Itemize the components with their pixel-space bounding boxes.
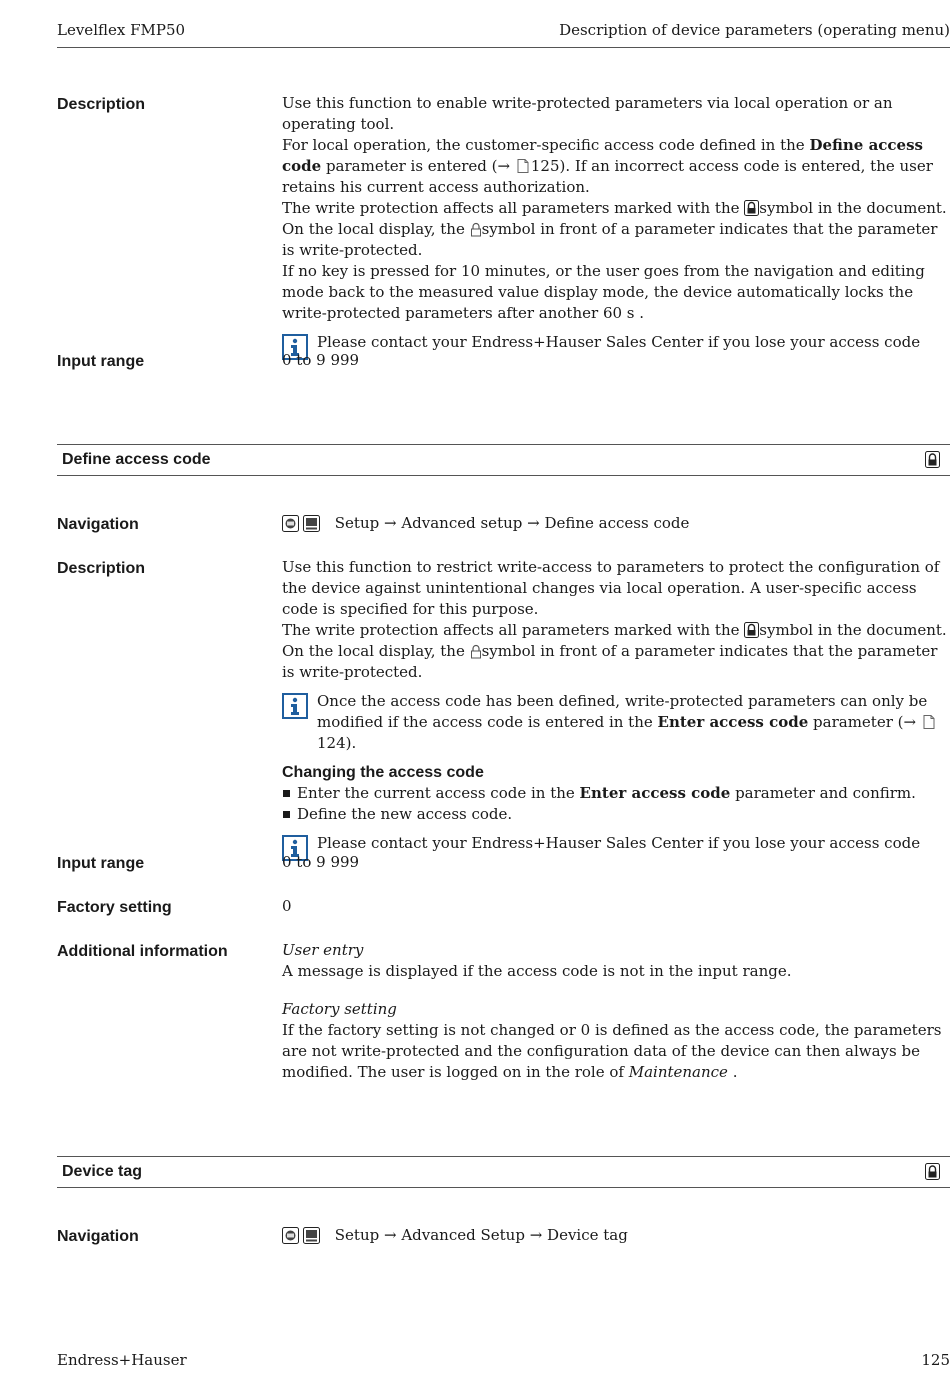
description-label: Description (57, 560, 146, 577)
additional-info-label: Additional information (57, 943, 228, 960)
input-range-label: Input range (57, 855, 145, 872)
section-lock-icon (925, 1163, 940, 1180)
define-access-ref: Define access code (282, 136, 923, 175)
display-lock-icon (470, 222, 482, 237)
navigation-path: Setup → Advanced setup → Define access code (282, 513, 950, 534)
input-range-label: Input range (57, 353, 145, 370)
additional-info (282, 940, 950, 1083)
input-range-value: 0 to 9 999 (282, 853, 360, 871)
navigation-label: Navigation (57, 1228, 139, 1245)
info-note: Please contact your Endress+Hauser Sales Center if you lose your access code (282, 332, 950, 360)
write-protect-lock-icon (744, 200, 759, 216)
navigation-path: Setup → Advanced Setup → Device tag (282, 1225, 950, 1246)
user-entry-text: A message is displayed if the access code is not in the input range. (282, 962, 792, 980)
write-protect-lock-icon (744, 622, 759, 638)
changing-access-code-heading: Changing the access code (282, 764, 484, 781)
factory-setting-value: 0 (282, 897, 292, 915)
info-note: Once the access code has been defined, write-protected parameters can only be modified if the access code is entered in the Enter access code parameter (→ 124). (282, 691, 950, 754)
factory-setting-title: Factory setting (282, 1000, 397, 1018)
factory-setting-label: Factory setting (57, 899, 172, 916)
header-product: Levelflex FMP50 (57, 21, 186, 39)
display-lock-icon (470, 644, 482, 659)
enter-access-description (282, 93, 950, 360)
write-protection-para: The write protection affects all parameters marked with the symbol in the document. On the local display, the symbol in front of a parameter indicates that the parameter is write-protected. (282, 621, 947, 681)
header-section: Description of device parameters (operating menu) (559, 21, 950, 39)
local-display-icon (282, 515, 299, 532)
section-title-define-access: Define access code (62, 451, 211, 468)
operating-tool-icon (303, 515, 320, 532)
write-protection-para: The write protection affects all parameters marked with the symbol in the document. On the local display, the symbol in front of a parameter indicates that the parameter is write-protected. (282, 199, 947, 259)
user-entry-title: User entry (282, 941, 364, 959)
operating-tool-icon (303, 1227, 320, 1244)
section-title-device-tag: Device tag (62, 1163, 143, 1180)
section-rule-bottom (57, 475, 950, 476)
navigation-label: Navigation (57, 516, 139, 533)
header-rule (57, 47, 950, 48)
page-ref-icon (517, 159, 529, 173)
desc-para: For local operation, the customer-specific access code defined in the Define access code parameter is entered (→ 125). If an incorrect access code is entered, the user retains his current access authorization. (282, 136, 933, 196)
input-range-value: 0 to 9 999 (282, 351, 360, 369)
info-icon (282, 693, 308, 719)
section-rule-top (57, 444, 950, 445)
page-number: 125 (921, 1351, 950, 1369)
section-rule-bottom (57, 1187, 950, 1188)
description-label: Description (57, 96, 146, 113)
desc-line: Use this function to enable write-protected parameters via local operation or an operating tool. (282, 94, 893, 133)
page-ref-icon (923, 715, 935, 729)
section-rule-top (57, 1156, 950, 1157)
section-lock-icon (925, 451, 940, 468)
factory-setting-text: If the factory setting is not changed or 0 is defined as the access code, the parameters are not write-protected and the configuration data of the device can then always be modified. The user is logged on in the role of Maintenance . (282, 1021, 942, 1081)
define-access-description (282, 557, 950, 861)
info-note: Please contact your Endress+Hauser Sales Center if you lose your access code (282, 833, 950, 861)
list-item: Enter the current access code in the Enter access code parameter and confirm. (282, 783, 950, 804)
list-item: Define the new access code. (282, 804, 950, 825)
timeout-para: If no key is pressed for 10 minutes, or the user goes from the navigation and editing mode back to the measured value display mode, the device automatically locks the write-protected parameters after another 60 s . (282, 262, 925, 322)
footer-brand: Endress+Hauser (57, 1351, 187, 1369)
desc-para: Use this function to restrict write-access to parameters to protect the configuration of the device against unintentional changes via local operation. A user-specific access code is specified for this purpose. (282, 558, 940, 618)
local-display-icon (282, 1227, 299, 1244)
